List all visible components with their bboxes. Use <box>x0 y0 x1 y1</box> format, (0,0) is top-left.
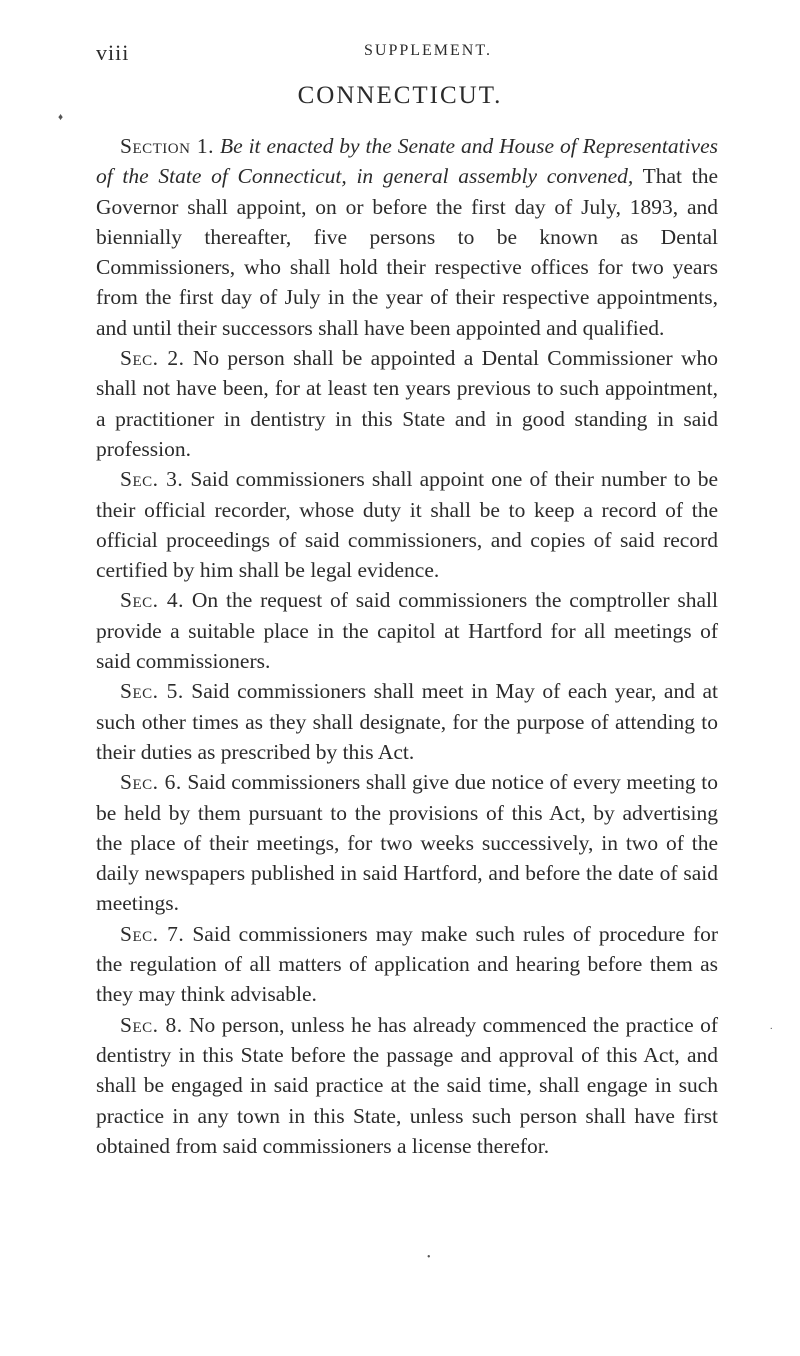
section-label: Sec. 7. <box>120 921 185 946</box>
state-title: CONNECTICUT. <box>297 82 503 109</box>
enacting-clause: Be it enacted by the Senate and House of Representatives of the State of Connecticut, in general assembly convened, <box>96 134 719 189</box>
margin-mark-bottom: • <box>427 1252 431 1263</box>
section-label: Sec. 6. <box>120 770 182 795</box>
section-label: Sec. 3. <box>120 467 184 492</box>
margin-mark-top: ♦ <box>58 112 64 123</box>
section-text: Said commissioners may make such rules of procedure for the regulation of all matters of application and hearing before them as they may think advisable. <box>96 921 719 1007</box>
section-3 <box>96 464 718 585</box>
section-8 <box>96 1010 718 1161</box>
section-text: On the request of said commissioners the comptroller shall provide a suitable place in the capitol at Hartford for all meetings of said commissioners. <box>96 588 719 674</box>
section-text: Said commissioners shall give due notice of every meeting to be held by them pursuant to the provisions of this Act, by advertising the place of their meetings, for two weeks successively, in two of the daily newspapers published in said Hartford, and before the date of said meetings. <box>96 770 719 916</box>
margin-mark-side: . <box>770 1021 773 1032</box>
section-label: Sec. 2. <box>120 346 185 371</box>
section-label: Sec. 5. <box>120 679 184 704</box>
section-text: No person shall be appointed a Dental Commissioner who shall not have been, for at least ten years previous to such appointment, a practitioner in dentistry in this State and in good standing in said profession. <box>96 346 719 461</box>
section-text: Said commissioners shall meet in May of each year, and at such other times as they shall designate, for the purpose of attending to their duties as prescribed by this Act. <box>96 679 719 764</box>
section-label: Sec. 4. <box>120 588 184 613</box>
running-head <box>96 40 714 64</box>
section-4 <box>96 585 718 676</box>
section-7 <box>96 919 718 1010</box>
section-5 <box>96 676 718 767</box>
running-title: SUPPLEMENT. <box>364 42 492 59</box>
section-text: That the Governor shall appoint, on or before the first day of July, 1893, and biennially thereafter, five persons to be known as Dental Commissioners, who shall hold their respective offices for two years from the first day of July in the year of their respective appointments, and until their successors shall have been appointed and qualified. <box>96 164 718 340</box>
section-label: Section 1. <box>120 134 215 158</box>
section-2 <box>96 343 718 464</box>
section-text: Said commissioners shall appoint one of their number to be their official recorder, whose duty it shall be to keep a record of the official proceedings of said commissioners, and copies of said record certified by him shall be legal evidence. <box>96 467 718 583</box>
statute-body <box>96 131 718 1161</box>
section-text: No person, unless he has already commenced the practice of dentistry in this State before the passage and approval of this Act, and shall be engaged in said practice at the said time, shall engage in such practice in any town in this State, unless such person shall have first obtained from said commissioners a license therefor. <box>96 1012 719 1158</box>
page-number: viii <box>96 40 130 65</box>
section-label: Sec. 8. <box>120 1012 183 1037</box>
section-1 <box>96 131 718 343</box>
section-6 <box>96 767 718 918</box>
